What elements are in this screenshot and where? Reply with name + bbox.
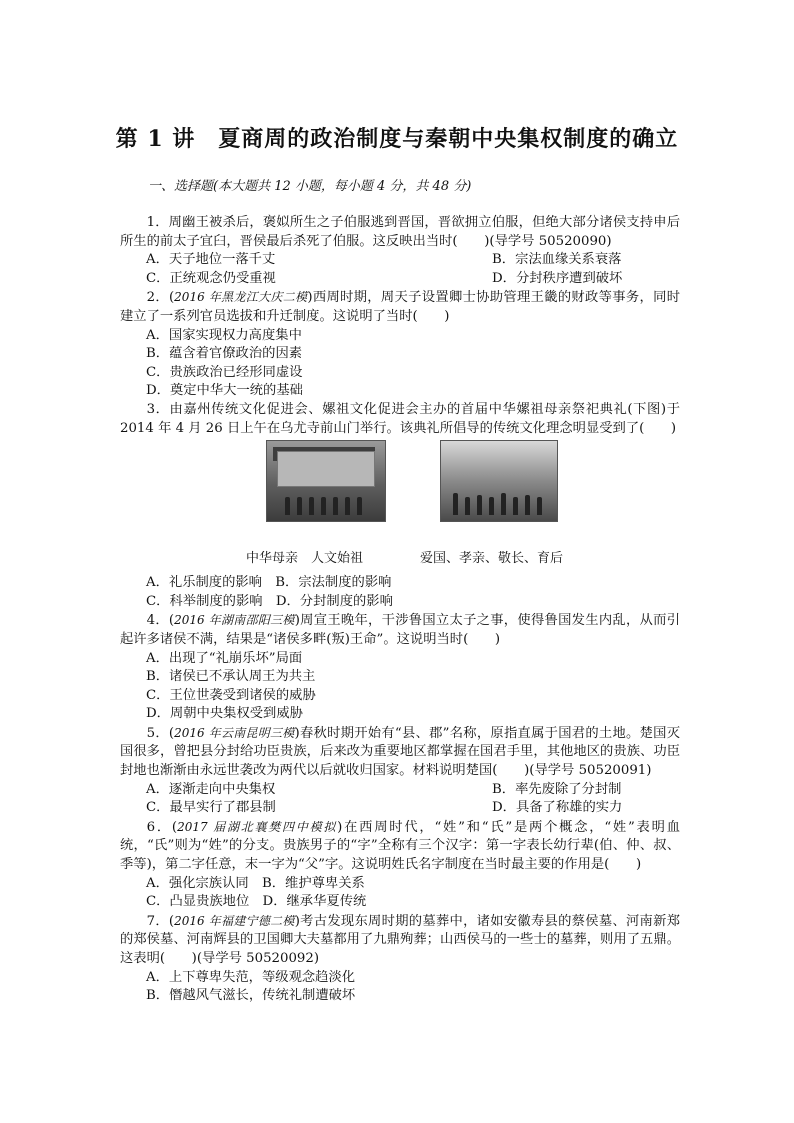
option-a: A．逐渐走向中央集权 [146, 781, 276, 797]
question-5 [120, 724, 680, 818]
question-source: 2016 年湖南邵阳三模 [174, 613, 295, 628]
options-ab: A．礼乐制度的影响 B．宗法制度的影响 [146, 575, 392, 591]
option-d: D．周朝中央集权受到威胁 [146, 706, 303, 722]
option-c: C．最早实行了郡县制 [146, 800, 276, 816]
question-6 [120, 818, 680, 912]
question-source: 2016 年云南昆明三模 [174, 725, 295, 740]
question-6-stem: 6．(2017 届湖北襄樊四中模拟)在西周时代，“姓”和“氏”是两个概念，“姓”表明血统，“氏”则为“姓”的分支。贵族男子的“字”全称有三个汉字：第一字表长幼行辈(伯、仲、叔、季等)，第二字任意，末一字为“父”字。这说明姓氏名字制度在当时最主要的作用是( ) [120, 819, 680, 873]
question-1 [120, 214, 680, 288]
options-ab: A．强化宗族认同 B．维护尊卑关系 [146, 875, 365, 891]
option-b: B．宗法血缘关系衰落 [492, 252, 622, 268]
option-d: D．具备了称雄的实力 [492, 800, 623, 816]
question-3-stem: 3．由嘉州传统文化促进会、嫘祖文化促进会主办的首届中华嫘祖母亲祭祀典礼(下图)于 2014 年 4 月 26 日上午在乌尤寺前山门举行。该典礼所倡导的传统文化理念明显受到了( ) [120, 401, 680, 436]
question-5-stem: 5．(2016 年云南昆明三模)春秋时期开始有“县、郡”名称，原指直属于国君的土地。楚国灭国很多，曾把县分封给功臣贵族，后来改为重要地区都掌握在国君手里，其他地区的贵族、功臣封地也渐渐由永远世袭改为两代以后就收归国家。材料说明楚国( )(导学号 50520091) [120, 725, 680, 779]
page-title: 第 1 讲 夏商周的政治制度与秦朝中央集权制度的确立 [115, 126, 679, 152]
section-heading: 一、选择题(本大题共 12 小题，每小题 4 分，共 48 分) [148, 179, 472, 194]
option-b: B．僭越风气滋长，传统礼制遭破坏 [146, 988, 356, 1004]
photo-caption-2: 爱国、孝亲、敬长、育后 [420, 551, 564, 567]
question-4 [120, 611, 680, 724]
option-b: B．诸侯已不承认周王为共主 [146, 669, 316, 685]
question-4-stem: 4．(2016 年湖南邵阳三模)周宣王晚年，干涉鲁国立太子之事，使得鲁国发生内乱，从而引起许多诸侯不满，结果是“诸侯多畔(叛)王命”。这说明当时( ) [120, 613, 681, 647]
option-b: B．率先废除了分封制 [492, 781, 622, 797]
option-c: C．贵族政治已经形同虚设 [146, 364, 303, 380]
question-2-stem: 2．(2016 年黑龙江大庆二模)西周时期，周天子设置卿士协助管理王畿的财政等事务，同时建立了一系列官员选拔和升迁制度。这说明了当时( ) [120, 290, 680, 324]
option-a: A．国家实现权力高度集中 [146, 327, 302, 343]
option-a: A．上下尊卑失范，等级观念趋淡化 [146, 969, 356, 985]
option-a: A．出现了“礼崩乐坏”局面 [146, 650, 303, 666]
option-b: B．蕴含着官僚政治的因素 [146, 346, 303, 362]
question-7-stem: 7．(2016 年福建宁德二模)考古发现东周时期的墓葬中，诸如安徽寿县的蔡侯墓、河南新郑的郑侯墓、河南辉县的卫国卿大夫墓都用了九鼎殉葬；山西侯马的一些士的墓葬，则用了五鼎。这表明( )(导学号 50520092) [120, 913, 681, 966]
option-d: D．奠定中华大一统的基础 [146, 383, 303, 399]
ceremony-figures [120, 440, 680, 574]
question-2 [120, 288, 680, 401]
option-c: C．王位世袭受到诸侯的威胁 [146, 687, 316, 703]
option-c: C．正统观念仍受重视 [146, 270, 276, 286]
question-source: 2016 年福建宁德二模 [174, 913, 295, 928]
question-source: 2017 届湖北襄樊四中模拟 [177, 819, 338, 834]
option-a: A．天子地位一落千丈 [146, 252, 276, 268]
question-source: 2016 年黑龙江大庆二模 [174, 290, 308, 305]
options-cd: C．凸显贵族地位 D．继承华夏传统 [146, 894, 367, 910]
ceremony-photo-1 [266, 440, 386, 522]
question-7 [120, 912, 680, 1006]
question-3 [120, 401, 680, 611]
question-list [120, 214, 680, 1006]
options-cd: C．科举制度的影响 D．分封制度的影响 [146, 593, 393, 609]
option-d: D．分封秩序遭到破坏 [492, 270, 623, 286]
question-1-stem: 1．周幽王被杀后，褒姒所生之子伯服逃到晋国，晋欲拥立伯服，但绝大部分诸侯支持申后所生的前太子宜臼，晋侯最后杀死了伯服。这反映出当时( )(导学号 50520090) [120, 215, 680, 249]
photo-caption-1: 中华母亲 人文始祖 [246, 551, 364, 567]
ceremony-photo-2 [440, 440, 558, 522]
